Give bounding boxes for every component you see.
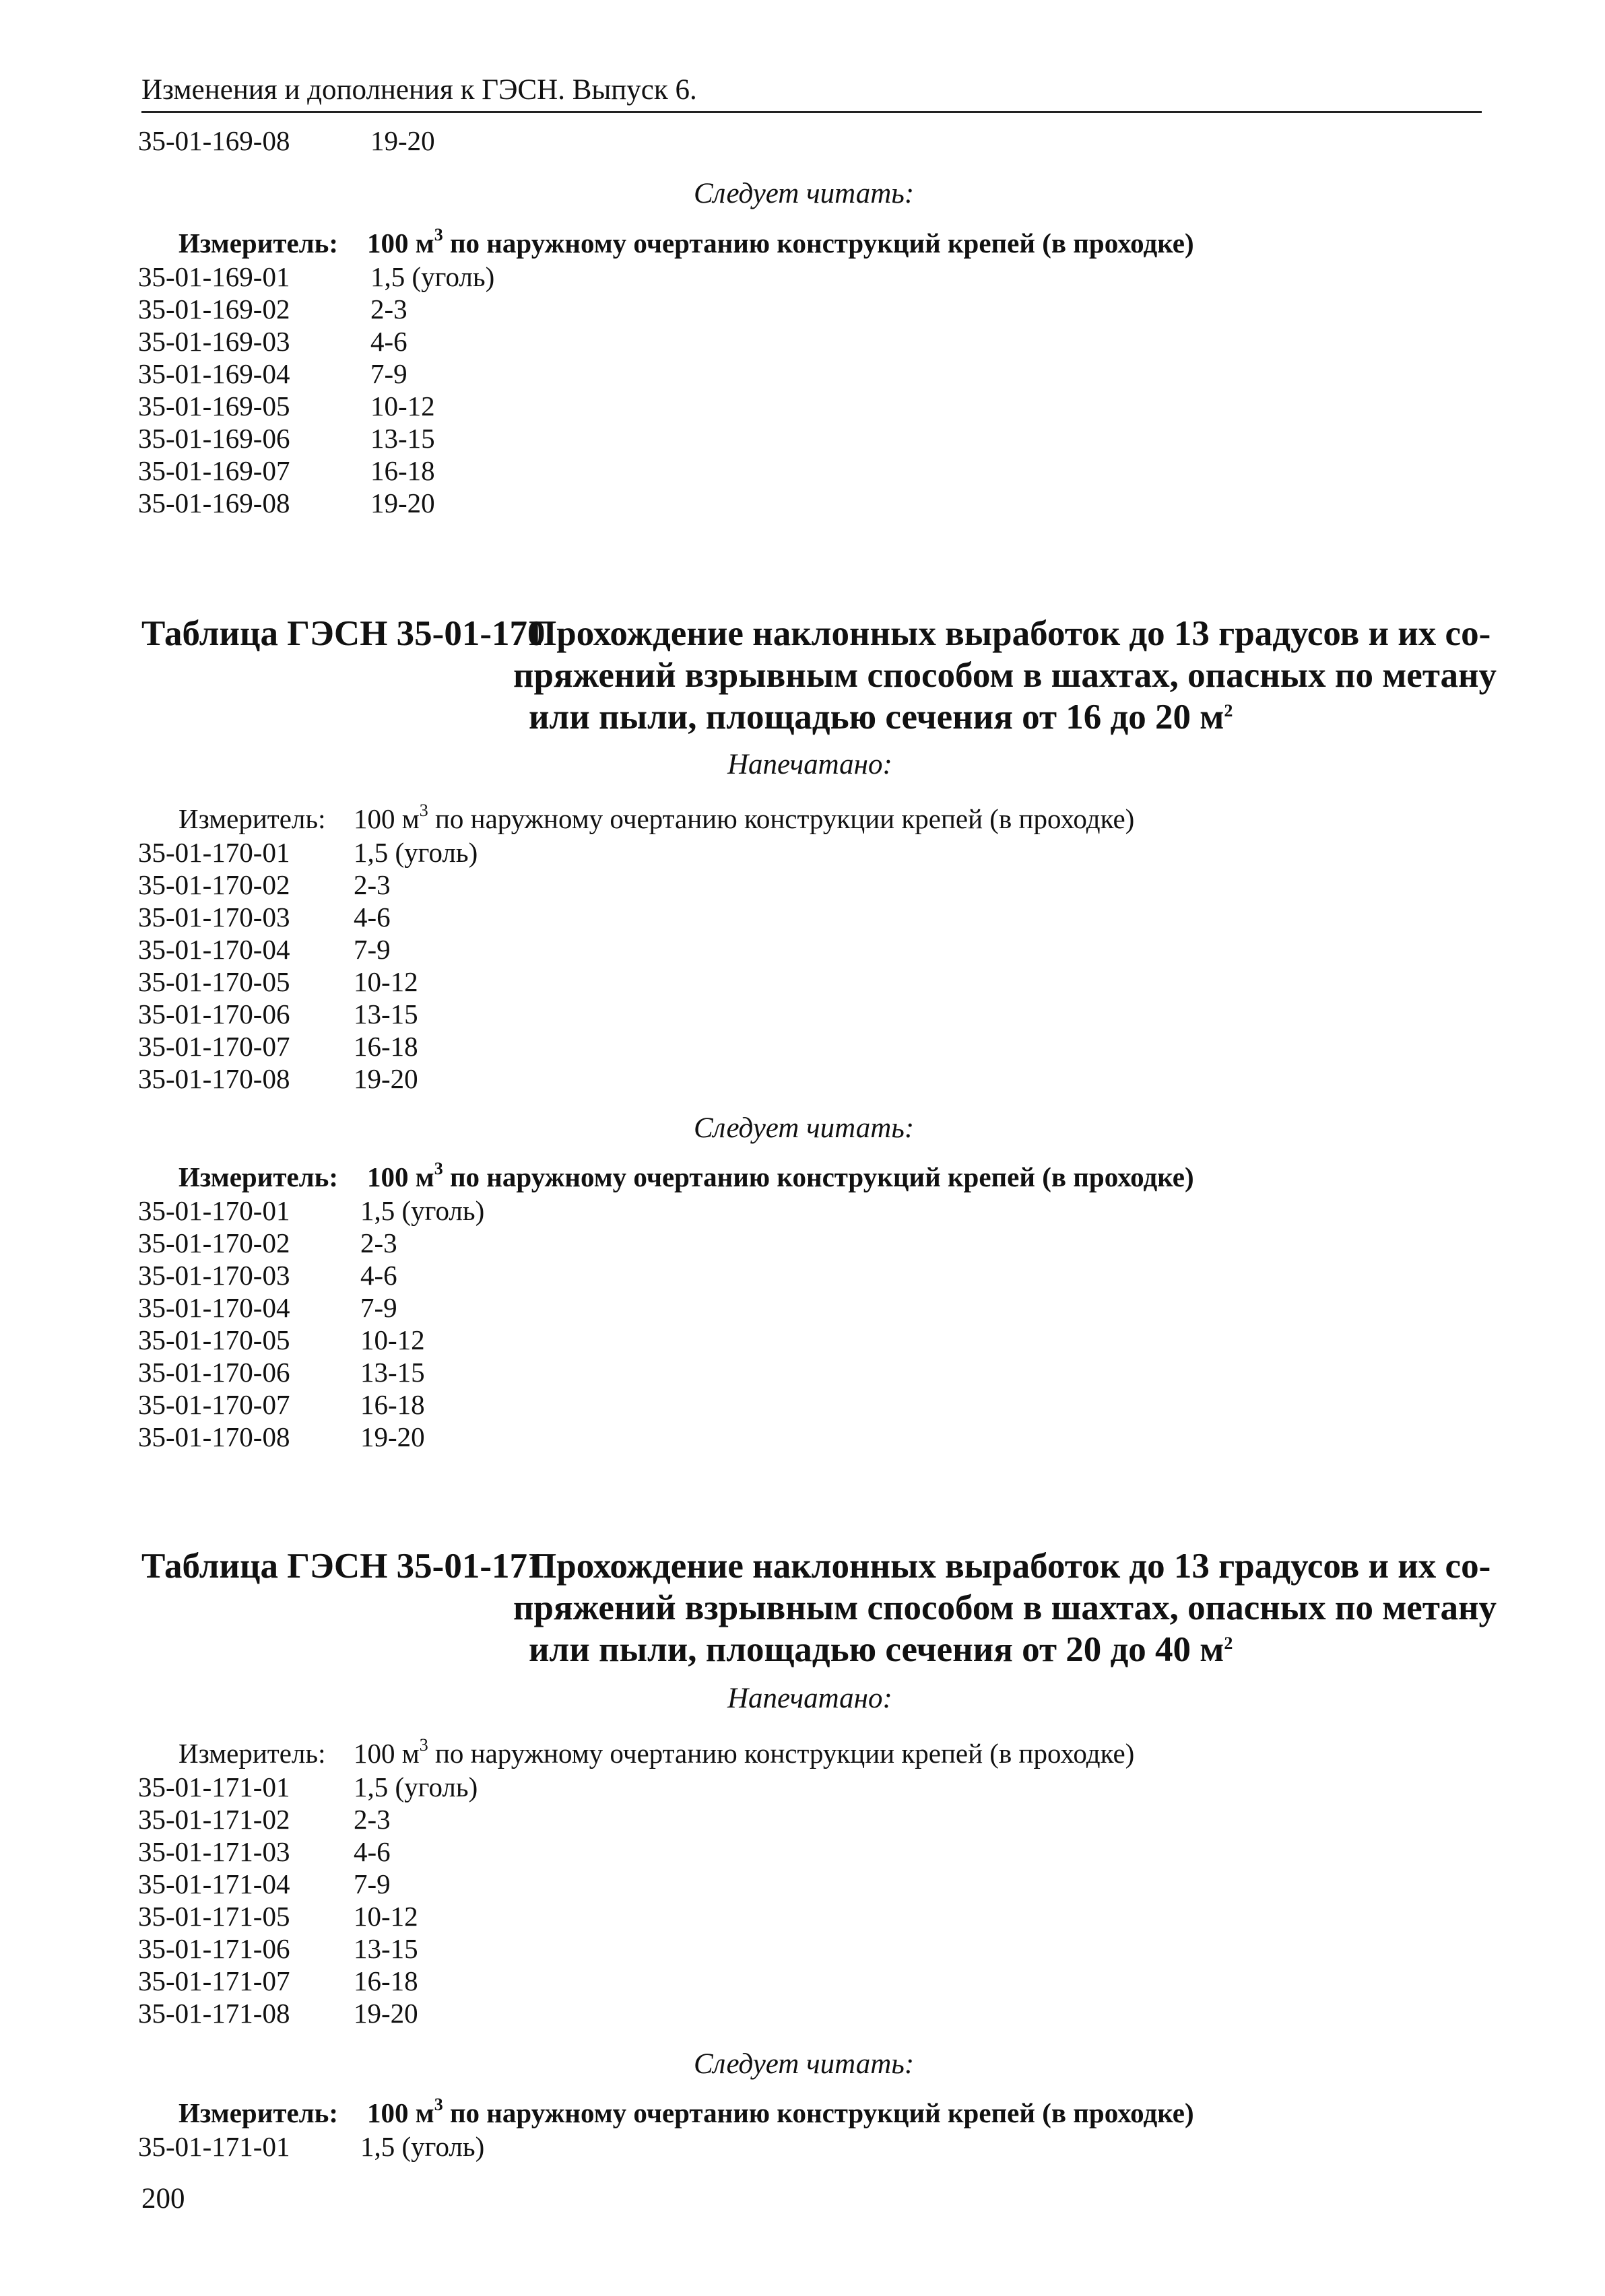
title-line: Прохождение наклонных выработок до 13 градусов и их со- xyxy=(529,614,1491,653)
title-line: или пыли, площадью сечения от 16 до 20 $м^2$ xyxy=(529,698,1233,737)
measure-text: 100 $м^3$ по наружному очертанию конструкций крепей (в проходке) xyxy=(367,2095,1194,2128)
caption-corrected-170: Следует читать: xyxy=(694,1112,915,1144)
measure-text: 100 $м^3$ по наружному очертанию конструкции крепей (в проходке) xyxy=(354,801,1135,834)
title-line: Прохождение наклонных выработок до 13 градусов и их со- xyxy=(529,1547,1491,1586)
measure-label: Измеритель: xyxy=(178,228,339,259)
measure-label: Измеритель: xyxy=(178,1738,326,1769)
measure-text: 100 $м^3$ по наружному очертанию конструкций крепей (в проходке) xyxy=(367,1159,1194,1192)
header-rule xyxy=(141,111,1482,113)
row-value: 19-20 xyxy=(370,125,435,156)
table-171-title xyxy=(141,1545,1497,1673)
measure-label: Измеритель: xyxy=(178,2097,339,2128)
caption-corrected-169: Следует читать: xyxy=(694,178,915,209)
table-number: Таблица ГЭСН 35-01-171 xyxy=(141,1547,546,1586)
measure-label: Измеритель: xyxy=(178,803,326,834)
caption-corrected-171: Следует читать: xyxy=(694,2048,915,2080)
caption-printed-171: Напечатано: xyxy=(727,1683,892,1714)
title-line: пряжений взрывным способом в шахтах, опасных по метану xyxy=(513,656,1497,695)
measure-text: 100 $м^3$ по наружному очертанию конструкций крепей (в проходке) xyxy=(367,225,1194,259)
document-page: Изменения и дополнения к ГЭСН. Выпуск 6. 35-01-169-08 19-20 Следует читать: Измеритель: 100 $м^3$ по наружному очертанию конструкций крепей (в проходке) 35-01-169-01 1,5 (уголь) 35-01-169-02 2-3 35-01-169-03 4-6 35-01-169-04 7-9 35-01-169-05 10-12 35-01-169-06 13-15 35-01-169-07 16-18 35-01-169-08 19-20 Таблица ГЭСН 35-01-170 Прохождение наклонных выработок до 13 градусов и их со- пряжений взрывным способом в шахтах, опасных по метану или пыли, площадью сечения от 16 до 20 $м^2$ Напечатано: Измеритель: 100 $м^3$ по наружному очертанию конструкции крепей (в проходке) 35-01-170-01 1,5 (уголь) 35-01-170-02 2-3 35-01-170-03 4-6 35-01-170-04 7-9 35-01-170-05 10-12 35-01-170-06 13-15 35-01-170-07 16-18 35-01-170-08 19-20 Следует читать: Измеритель: 100 $м^3$ по наружному очертанию конструкций крепей (в проходке) 35-01-170-01 1,5 (уголь) 35-01-170-02 2-3 35-01-170-03 4-6 35-01-170-04 7-9 35-01-170-05 10-12 35-01-170-06 13-15 35-01-170-07 16-18 35-01-170-08 19-20 Таблица ГЭСН 35-01-171 Прохождение наклонных выработок до 13 градусов и их со- пряжений взрывным способом в шахтах, опасных по метану или пыли, площадью сечения от 20 до 40 $м^2$ Напечатано: Измеритель: 100 $м^3$ по наружному очертанию конструкции крепей (в проходке) 35-01-171-01 1,5 (уголь) 35-01-171-02 2-3 35-01-171-03 4-6 35-01-171-04 7-9 35-01-171-05 10-12 35-01-171-06 13-15 35-01-171-07 16-18 35-01-171-08 19-20 Следует читать: Измеритель: 100 $м^3$ по наружному очертанию конструкций крепей (в проходке) 35-01-171-01 1,5 (уголь) 200 xyxy=(0,0,1605,2296)
row-code: 35-01-169-08 xyxy=(138,125,290,156)
measure-label: Измеритель: xyxy=(178,1161,339,1192)
title-line: или пыли, площадью сечения от 20 до 40 $м^2$ xyxy=(529,1630,1233,1669)
table-number: Таблица ГЭСН 35-01-170 xyxy=(141,614,546,653)
table-170-title xyxy=(141,613,1497,741)
page-number: 200 xyxy=(141,2183,185,2215)
title-line: пряжений взрывным способом в шахтах, опасных по метану xyxy=(513,1588,1497,1627)
caption-printed-170: Напечатано: xyxy=(727,749,892,780)
running-header: Изменения и дополнения к ГЭСН. Выпуск 6. xyxy=(141,74,697,106)
measure-text: 100 $м^3$ по наружному очертанию конструкции крепей (в проходке) xyxy=(354,1735,1135,1769)
